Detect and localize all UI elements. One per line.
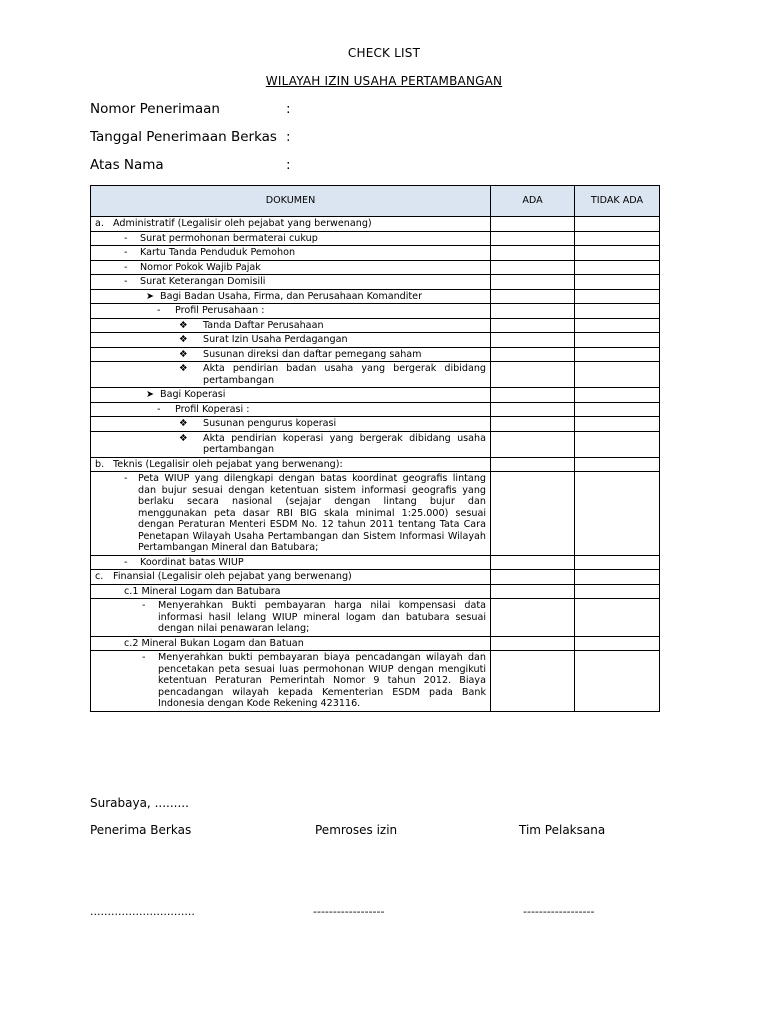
table-row: [91, 599, 660, 637]
tidak-ada-cell[interactable]: [575, 362, 660, 388]
ada-cell[interactable]: [491, 289, 575, 304]
item-text: Profil Perusahaan :: [175, 305, 265, 316]
item-marker: -: [142, 600, 146, 611]
ada-cell[interactable]: [491, 570, 575, 585]
table-row: [91, 651, 660, 712]
item-marker: -: [124, 247, 128, 258]
tidak-ada-cell[interactable]: [575, 388, 660, 403]
ada-cell[interactable]: [491, 584, 575, 599]
item-text: Surat permohonan bermaterai cukup: [140, 232, 318, 244]
item-text: Koordinat batas WIUP: [140, 556, 244, 568]
ada-cell[interactable]: [491, 402, 575, 417]
item-marker: -: [124, 232, 128, 244]
ada-cell[interactable]: [491, 457, 575, 472]
item-text: Surat Keterangan Domisili: [140, 276, 266, 287]
diamond-bullet-icon: ❖: [179, 432, 188, 444]
tidak-ada-cell[interactable]: [575, 457, 660, 472]
ada-cell[interactable]: [491, 599, 575, 637]
item-text: Tanda Daftar Perusahaan: [203, 319, 324, 331]
table-row: [91, 333, 660, 348]
arrow-bullet-icon: ➤: [146, 290, 155, 302]
table-row: [91, 457, 660, 472]
item-text: Teknis (Legalisir oleh pejabat yang berwenang):: [113, 458, 343, 470]
tidak-ada-cell[interactable]: [575, 304, 660, 319]
ada-cell[interactable]: [491, 362, 575, 388]
table-row: [91, 318, 660, 333]
field-label: Atas Nama: [90, 157, 164, 173]
table-row: [91, 362, 660, 388]
arrow-bullet-icon: ➤: [146, 389, 155, 400]
field-colon: :: [286, 129, 291, 145]
item-marker: -: [124, 556, 128, 568]
ada-cell[interactable]: [491, 260, 575, 275]
ada-cell[interactable]: [491, 318, 575, 333]
diamond-bullet-icon: ❖: [179, 334, 188, 345]
tidak-ada-cell[interactable]: [575, 246, 660, 261]
tidak-ada-cell[interactable]: [575, 260, 660, 275]
table-row: [91, 260, 660, 275]
tidak-ada-cell[interactable]: [575, 231, 660, 246]
table-row: [91, 472, 660, 556]
ada-cell[interactable]: [491, 388, 575, 403]
table-row: [91, 289, 660, 304]
checklist-table: [90, 185, 660, 712]
tidak-ada-cell[interactable]: [575, 217, 660, 232]
header-tidak-ada: TIDAK ADA: [575, 186, 660, 217]
table-row: [91, 636, 660, 651]
diamond-bullet-icon: ❖: [179, 363, 188, 374]
signatory-tim: Tim Pelaksana: [519, 823, 606, 837]
item-text: Kartu Tanda Penduduk Pemohon: [140, 247, 296, 258]
diamond-bullet-icon: ❖: [179, 319, 188, 331]
table-row: [91, 584, 660, 599]
item-marker: -: [124, 276, 128, 287]
table-row: [91, 570, 660, 585]
tidak-ada-cell[interactable]: [575, 402, 660, 417]
field-nomor-penerimaan: [90, 101, 291, 117]
place-date: Surabaya, .........: [90, 796, 189, 810]
tidak-ada-cell[interactable]: [575, 636, 660, 651]
table-row: [91, 246, 660, 261]
item-marker: -: [157, 403, 161, 415]
signature-line: ------------------: [523, 905, 595, 918]
item-text: Profil Koperasi :: [175, 403, 250, 415]
item-text: Susunan direksi dan daftar pemegang saham: [203, 348, 422, 360]
table-header-row: [91, 186, 660, 217]
ada-cell[interactable]: [491, 275, 575, 290]
field-label: Tanggal Penerimaan Berkas: [90, 129, 277, 145]
document-title: CHECK LIST: [347, 46, 421, 60]
signatory-penerima: Penerima Berkas: [90, 823, 192, 837]
item-marker: -: [124, 473, 128, 484]
signature-line: ..............................: [90, 905, 195, 918]
tidak-ada-cell[interactable]: [575, 570, 660, 585]
document-subtitle: WILAYAH IZIN USAHA PERTAMBANGAN: [265, 74, 503, 88]
table-row: [91, 388, 660, 403]
tidak-ada-cell[interactable]: [575, 584, 660, 599]
item-text: Susunan pengurus koperasi: [203, 418, 337, 429]
item-text: Bagi Koperasi: [160, 389, 226, 400]
table-row: [91, 555, 660, 570]
table-row: [91, 275, 660, 290]
header-ada: ADA: [491, 186, 575, 217]
tidak-ada-cell[interactable]: [575, 318, 660, 333]
table-row: [91, 347, 660, 362]
table-row: [91, 231, 660, 246]
field-colon: :: [286, 101, 291, 117]
item-text: Administratif (Legalisir oleh pejabat yang berwenang): [113, 218, 372, 229]
item-text: Bagi Badan Usaha, Firma, dan Perusahaan Komanditer: [160, 290, 423, 302]
tidak-ada-cell[interactable]: [575, 333, 660, 348]
diamond-bullet-icon: ❖: [179, 418, 188, 429]
field-label: Nomor Penerimaan: [90, 101, 220, 117]
item-marker: c.: [95, 571, 104, 582]
item-text: c.2 Mineral Bukan Logam dan Batuan: [124, 637, 304, 649]
item-marker: b.: [95, 458, 105, 470]
diamond-bullet-icon: ❖: [179, 348, 188, 360]
ada-cell[interactable]: [491, 431, 575, 457]
item-text: c.1 Mineral Logam dan Batubara: [124, 585, 281, 597]
ada-cell[interactable]: [491, 217, 575, 232]
tidak-ada-cell[interactable]: [575, 555, 660, 570]
ada-cell[interactable]: [491, 472, 575, 556]
ada-cell[interactable]: [491, 333, 575, 348]
ada-cell[interactable]: [491, 231, 575, 246]
table-row: [91, 431, 660, 457]
item-marker: -: [157, 305, 161, 316]
item-marker: -: [124, 261, 128, 273]
ada-cell[interactable]: [491, 555, 575, 570]
item-text: Finansial (Legalisir oleh pejabat yang berwenang): [113, 571, 352, 582]
item-text: Akta pendirian koperasi yang bergerak dibidang usaha pertambangan: [203, 432, 486, 455]
ada-cell[interactable]: [491, 304, 575, 319]
item-text: Menyerahkan Bukti pembayaran harga nilai kompensasi data informasi hasil lelang WIUP mineral logam dan batubara sesuai dengan nilai penawaran lelang;: [158, 600, 486, 634]
tidak-ada-cell[interactable]: [575, 347, 660, 362]
tidak-ada-cell[interactable]: [575, 472, 660, 556]
item-text: Peta WIUP yang dilengkapi dengan batas koordinat geografis lintang dan bujur sesuai dengan ketentuan sistem informasi geografis yang berlaku secara nasional (sejajar dengan lintang bujur dan menggunakan peta dasar RBI BIG skala minimal 1:25.000) sesuai dengan Peraturan Menteri ESDM No. 12 tahun 2011 tentang Tata Cara Penetapan Wilayah Usaha Pertambangan dan Sistem Informasi Wilayah Pertambangan Mineral dan Batubara;: [138, 473, 486, 553]
header-dokumen: DOKUMEN: [91, 186, 491, 217]
table-row: [91, 217, 660, 232]
item-text: Surat Izin Usaha Perdagangan: [203, 334, 348, 345]
signature-line: ------------------: [313, 905, 385, 918]
item-marker: -: [142, 652, 146, 663]
field-tanggal-penerimaan: [90, 129, 291, 145]
field-colon: :: [286, 157, 291, 173]
tidak-ada-cell[interactable]: [575, 651, 660, 712]
ada-cell[interactable]: [491, 636, 575, 651]
item-text: Nomor Pokok Wajib Pajak: [140, 261, 261, 273]
tidak-ada-cell[interactable]: [575, 599, 660, 637]
item-text: Akta pendirian badan usaha yang bergerak dibidang pertambangan: [203, 363, 486, 386]
ada-cell[interactable]: [491, 246, 575, 261]
ada-cell[interactable]: [491, 417, 575, 432]
table-row: [91, 402, 660, 417]
tidak-ada-cell[interactable]: [575, 289, 660, 304]
ada-cell[interactable]: [491, 651, 575, 712]
tidak-ada-cell[interactable]: [575, 431, 660, 457]
item-marker: a.: [95, 218, 104, 229]
tidak-ada-cell[interactable]: [575, 417, 660, 432]
tidak-ada-cell[interactable]: [575, 275, 660, 290]
field-atas-nama: [90, 157, 291, 173]
item-text: Menyerahkan bukti pembayaran biaya pencadangan wilayah dan pencetakan peta sesuai luas permohonan WIUP dengan mengikuti ketentuan Peraturan Pemerintah Nomor 9 tahun 2012. Biaya pencadangan wilayah kepada Kementerian ESDM pada Bank Indonesia dengan Kode Rekening 423116.: [158, 652, 486, 709]
signatory-pemroses: Pemroses izin: [315, 823, 398, 837]
table-row: [91, 304, 660, 319]
ada-cell[interactable]: [491, 347, 575, 362]
table-row: [91, 417, 660, 432]
